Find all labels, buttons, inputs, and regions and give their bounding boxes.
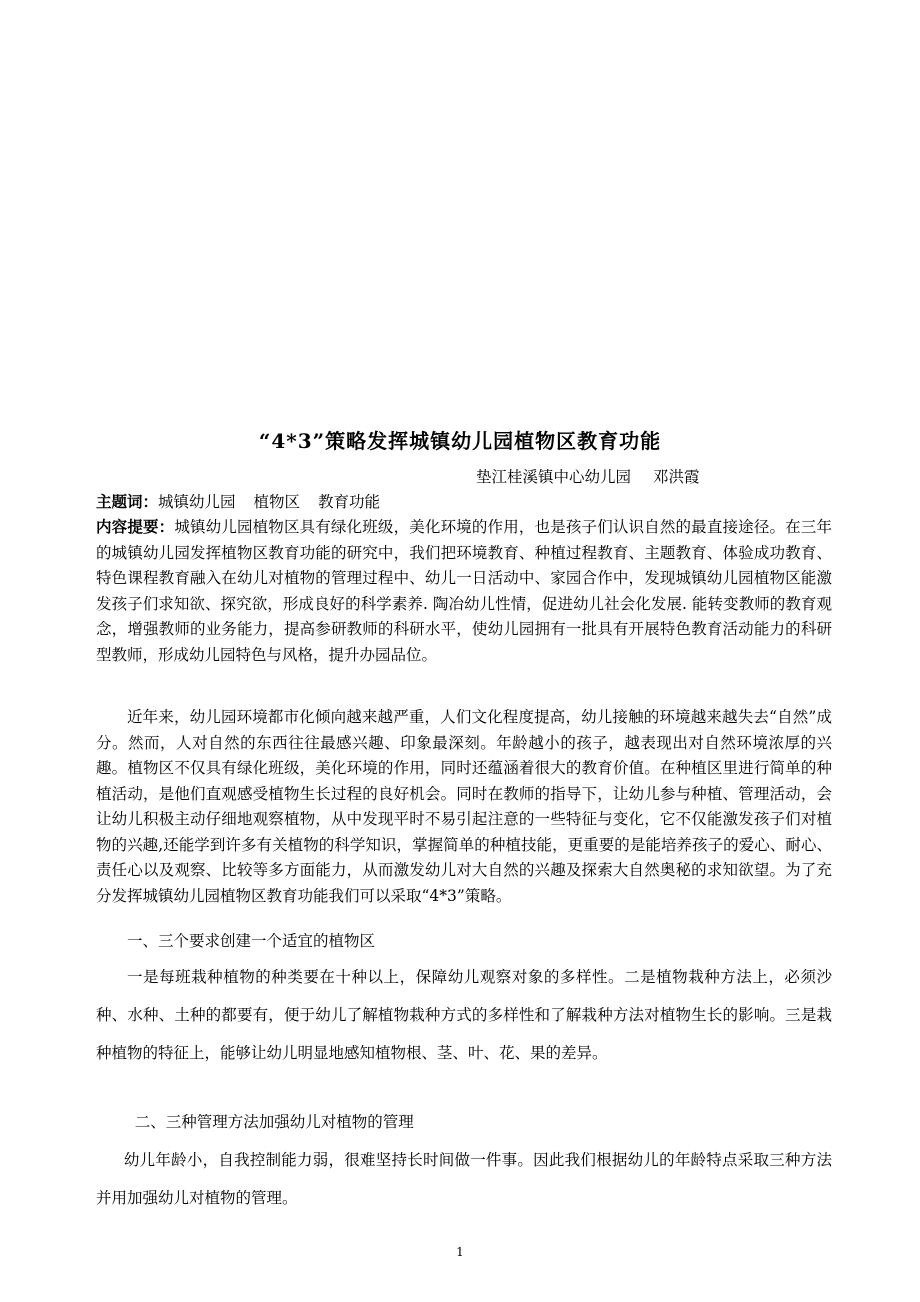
section-heading-1: 一、三个要求创建一个适宜的植物区: [127, 932, 376, 950]
keyword-item: 植物区: [253, 493, 301, 511]
page-number: 1: [456, 1245, 464, 1259]
abstract-paragraph: [96, 514, 832, 668]
author-organization: 垫江桂溪镇中心幼儿园: [476, 468, 632, 486]
keywords-line: [96, 490, 832, 514]
section-paragraph-2: 幼儿年龄小，自我控制能力弱，很难坚持长时间做一件事。因此我们根据幼儿的年龄特点采取三种方法并用加强幼儿对植物的管理。: [96, 1151, 832, 1207]
section-paragraph-1: 一是每班栽种植物的种类要在十种以上，保障幼儿观察对象的多样性。二是植物栽种方法上，必须沙种、水种、土种的都要有，便于幼儿了解植物栽种方式的多样性和了解栽种方法对植物生长的影响。三是栽种植物的特征上，能够让幼儿明显地感知植物根、茎、叶、花、果的差异。: [96, 968, 832, 1062]
section-heading-2: 二、三种管理方法加强幼儿对植物的管理: [134, 1113, 414, 1131]
document-title: “4*3”策略发挥城镇幼儿园植物区教育功能: [258, 429, 662, 453]
abstract-label: 内容提要：: [96, 517, 175, 536]
abstract-text: 城镇幼儿园植物区具有绿化班级，美化环境的作用，也是孩子们认识自然的最直接途径。在三年的城镇幼儿园发挥植物区教育功能的研究中，我们把环境教育、种植过程教育、主题教育、体验成功教育、特色课程教育融入在幼儿对植物的管理过程中、幼儿一日活动中、家园合作中，发现城镇幼儿园植物区能激发孩子们求知欲、探究欲，形成良好的科学素养. 陶冶幼儿性情，促进幼儿社会化发展. 能转变教师的教育观念，增强教师的业务能力，提高参研教师的科研水平，使幼儿园拥有一批具有开展特色教育活动能力的科研型教师，形成幼儿园特色与风格，提升办园品位。: [96, 518, 832, 664]
keywords-label: 主题词：: [96, 492, 159, 511]
intro-paragraph: 近年来，幼儿园环境都市化倾向越来越严重，人们文化程度提高，幼儿接触的环境越来越失去“自然”成分。然而，人对自然的东西往往最感兴趣、印象最深刻。年龄越小的孩子，越表现出对自然环境浓厚的兴趣。植物区不仅具有绿化班级，美化环境的作用，同时还蕴涵着很大的教育价值。在种植区里进行简单的种植活动，是他们直观感受植物生长过程的良好机会。同时在教师的指导下，让幼儿参与种植、管理活动，会让幼儿积极主动仔细地观察植物，从中发现平时不易引起注意的一些特征与变化，它不仅能激发孩子们对植物的兴趣,还能学到许多有关植物的科学知识，掌握简单的种植技能，更重要的是能培养孩子的爱心、耐心、责任心以及观察、比较等多方面能力，从而激发幼儿对大自然的兴趣及探索大自然奥秘的求知欲望。为了充分发挥城镇幼儿园植物区教育功能我们可以采取“4*3”策略。: [96, 708, 832, 905]
keyword-item: 城镇幼儿园: [158, 493, 236, 511]
author-line: [476, 466, 700, 488]
keyword-item: 教育功能: [318, 493, 381, 511]
author-name: 邓洪霞: [653, 468, 700, 486]
